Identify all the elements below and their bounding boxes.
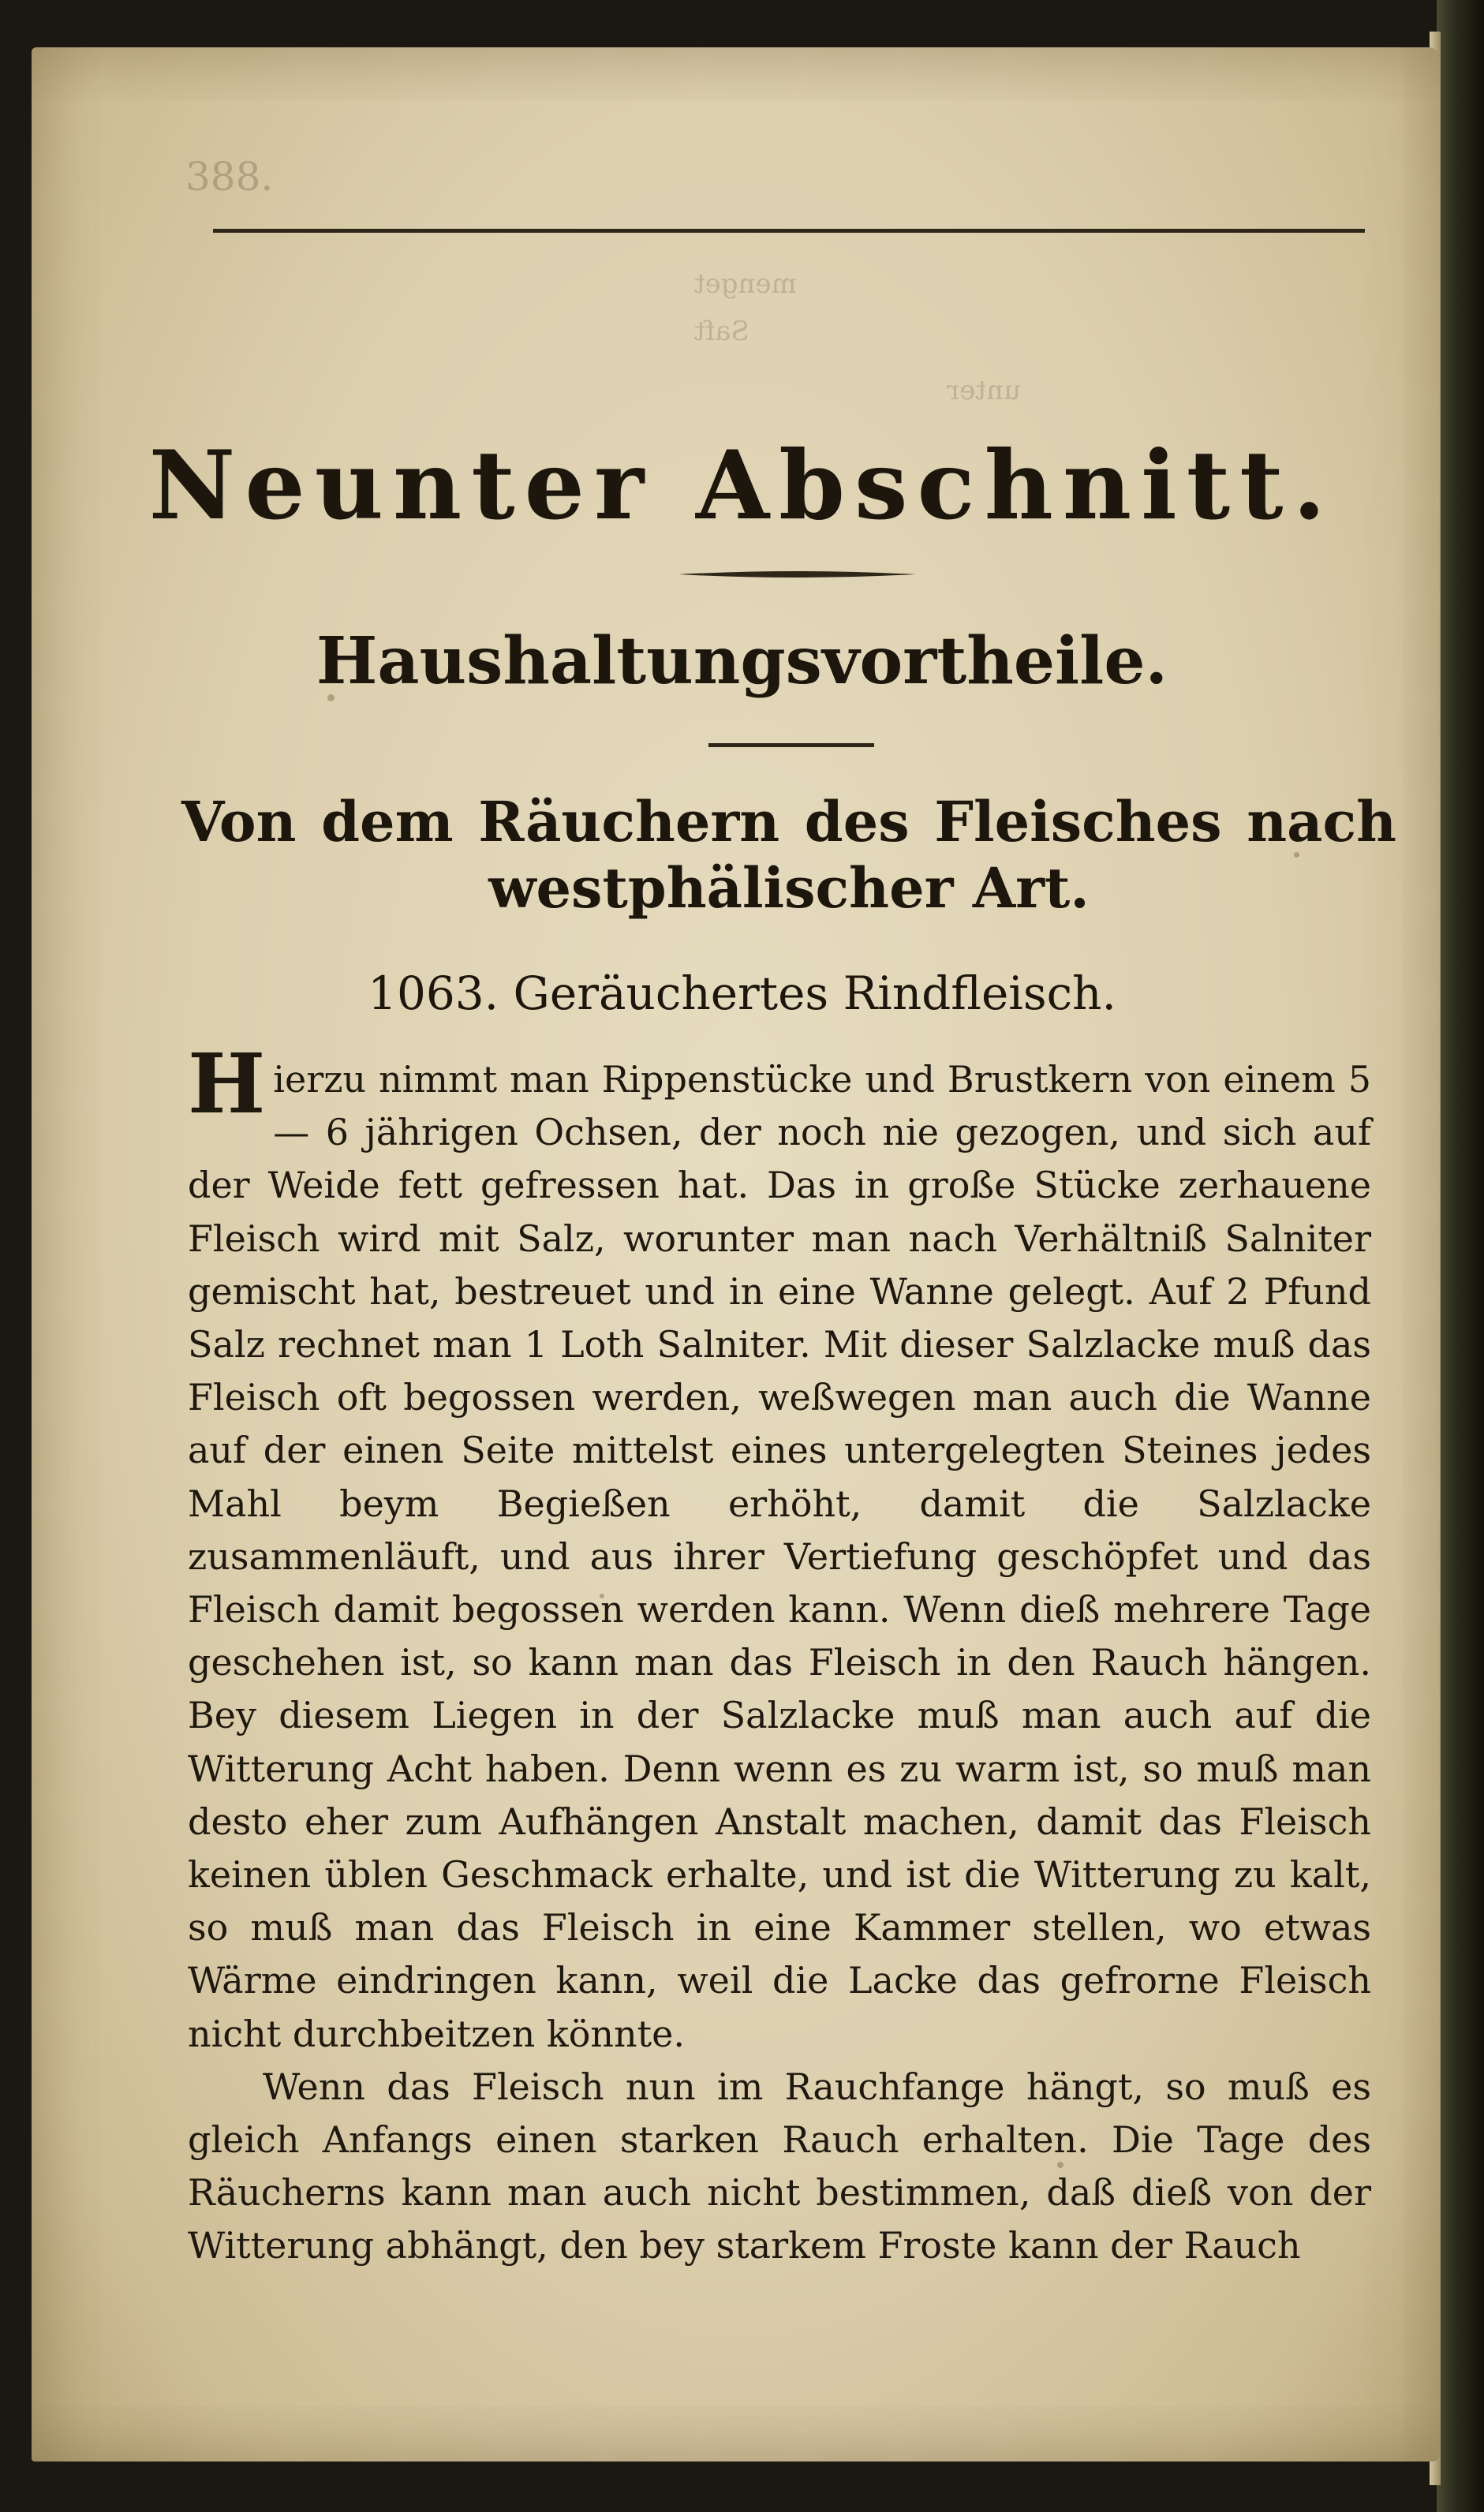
- chapter-subheading: Haushaltungsvortheile.: [316, 623, 1168, 699]
- bleed-through-text-1: menget: [694, 268, 797, 300]
- body-text: [188, 1035, 1371, 2273]
- header-rule: [213, 229, 1365, 233]
- bleed-through-text-2: Saft: [694, 316, 749, 347]
- page-number-bleed: 388.: [185, 154, 274, 200]
- paragraph: Hierzu nimmt man Rippenstücke und Brustkern von einem 5 — 6 jährigen Ochsen, der noch nie gezogen, und sich auf der Weide fett gefressen hat. Das in große Stücke zerhauene Fleisch wird mit Salz, worunter man nach Verhältniß Salniter gemischt hat, bestreuet und in eine Wanne gelegt. Auf 2 Pfund Salz rechnet man 1 Loth Salniter. Mit dieser Salzlacke muß das Fleisch oft begossen werden, weßwegen man auch die Wanne auf der einen Seite mittelst eines untergelegten Steines jedes Mahl beym Begießen erhöht, damit die Salzlacke zusammenläuft, und aus ihrer Vertiefung geschöpfet und das Fleisch damit begossen werden kann. Wenn dieß mehrere Tage geschehen ist, so kann man das Fleisch in den Rauch hängen. Bey diesem Liegen in der Salzlacke muß man auch auf die Witterung Acht haben. Denn wenn es zu warm ist, so muß man desto eher zum Aufhängen Anstalt machen, damit das Fleisch keinen üblen Geschmack erhalte, und ist die Witterung zu kalt, so muß man das Fleisch in eine Kammer stellen, wo etwas Wärme eindringen kann, weil die Lacke das gefrorne Fleisch nicht durchbeitzen könnte.: [188, 1035, 1371, 2055]
- book-spine: [1437, 0, 1484, 2512]
- paper-speck: [237, 1191, 241, 1196]
- paragraph: Wenn das Fleisch nun im Rauchfange hängt, so muß es gleich Anfangs einen starken Rauch erhalten. Die Tage des Räucherns kann man auch nicht bestimmen, daß dieß von der Witterung abhängt, den bey starkem Froste kann der Rauch: [188, 2065, 1371, 2267]
- ornament-divider: [678, 570, 915, 579]
- paper-speck: [1057, 2162, 1063, 2168]
- recipe-title: 1063. Geräuchertes Rindfleisch.: [368, 966, 1116, 1020]
- paper-speck: [600, 1594, 604, 1598]
- chapter-heading: Neunter Abschnitt.: [148, 430, 1336, 541]
- paper-speck: [1294, 852, 1299, 858]
- section-divider: [708, 743, 874, 747]
- paper-speck: [327, 694, 335, 701]
- subsection-title: Von dem Räuchern des Fleisches nach westphälischer Art.: [181, 789, 1396, 921]
- bleed-through-text-3: unter: [947, 375, 1021, 406]
